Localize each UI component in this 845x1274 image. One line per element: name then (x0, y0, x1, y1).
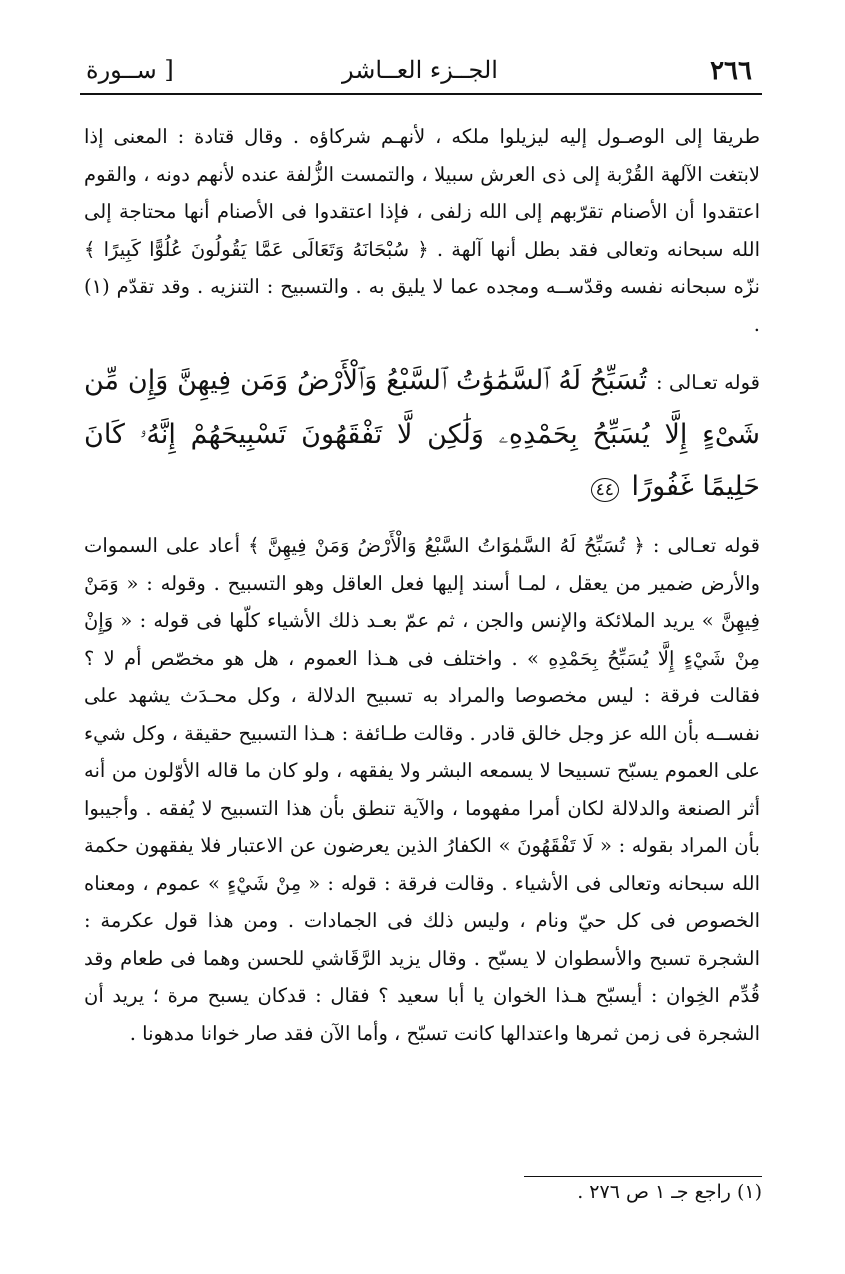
paragraph-2: قوله تعـالى : ﴿ تُسَبِّحُ لَهُ السَّمٰوَاتُ السَّبْعُ وَالْأَرْضُ وَمَنْ فِيهِنَّ ﴾ أعاد على السموات والأرض ضمير من يعقل ، لمـا أسند إليها فعل العاقل وهو التسبيح . وقوله : « وَمَنْ فِيهِنَّ » يريد الملائكة والإنس والجن ، ثم عمّ بعـد ذلك الأشياء كلّها فى قوله : « وَإِنْ مِنْ شَيْءٍ إِلَّا يُسَبِّحُ بِحَمْدِهِ » . واختلف فى هـذا العموم ، هل هو مخصّص أم لا ؟ فقالت فرقة : ليس مخصوصا والمراد به تسبيح الدلالة ، وكل محـدَث يشهد على نفســه بأن الله عز وجل خالق قادر . وقالت طـائفة : هـذا التسبيح حقيقة ، وكل شيء على العموم يسبّح تسبيحا لا يسمعه البشر ولا يفقهه ، ولو كان ما قاله الأوّلون من أنه أثر الصنعة والدلالة لكان أمرا مفهوما ، والآية تنطق بأن هذا التسبيح لا يُفقه . وأجيبوا بأن المراد بقوله : « لَا تَفْقَهُونَ » الكفارُ الذين يعرضون عن الاعتبار فلا يفقهون حكمة الله سبحانه وتعالى فى الأشياء . وقالت فرقة : قوله : « مِنْ شَيْءٍ » عموم ، ومعناه الخصوص فى كل حيّ ونام ، وليس ذلك فى الجمادات . ومن هذا قول عكرمة : الشجرة تسبح والأسطوان لا يسبّح . وقال يزيد الرَّقَاشي للحسن وهما فى طعام وقد قُدِّم الخِوان : أيسبّح هـذا الخوان يا أبا سعيد ؟ فقال : قدكان يسبح مرة ؛ يريد أن الشجرة فى زمن ثمرها واعتدالها كانت تسبّح ، وأما الآن فقد صار خوانا مدهونا . (84, 534, 760, 1045)
part-title: الجــزء العــاشر (342, 56, 498, 84)
quran-verse-block (84, 355, 760, 513)
footnote-rule (524, 1176, 762, 1177)
page-header (80, 52, 760, 92)
quran-verse: تُسَبِّحُ لَهُ ٱلسَّمَٰوَٰتُ ٱلسَّبْعُ وَٱلْأَرْضُ وَمَن فِيهِنَّ وَإِن مِّن شَىْءٍ إِلَّا يُسَبِّحُ بِحَمْدِهِۦ وَلَٰكِن لَّا تَفْقَهُونَ تَسْبِيحَهُمْ إِنَّهُۥ كَانَ حَلِيمًا غَفُورًا (84, 365, 760, 502)
footnote: (١) راجع جـ ١ ص ٢٧٦ . (577, 1181, 762, 1203)
ayah-number-marker: ٤٤ (591, 478, 619, 502)
header-rule (80, 93, 762, 95)
body-text (84, 118, 760, 1052)
paragraph-1: طريقا إلى الوصـول إليه ليزيلوا ملكه ، لأنهـم شركاؤه . وقال قتادة : المعنى إذا لابتغت الآلهة القُرْبة إلى ذى العرش سبيلا ، والتمست الزُّلفة عنده لأنهم دونه ، والقوم اعتقدوا أن الأصنام تقرّبهم إلى الله زلفى ، فإذا اعتقدوا فى الأصنام أنها محتاجة إلى الله سبحانه وتعالى فقد بطل أنها آلهة . ﴿ سُبْحَانَهُ وَتَعَالَى عَمَّا يَقُولُونَ عُلُوًّا كَبِيرًا ﴾ نزّه سبحانه نفسه وقدّســه ومجده عما لا يليق به . والتسبيح : التنزيه . وقد تقدّم (١) . (84, 125, 760, 336)
verse-intro: قوله تعـالى : (655, 371, 760, 394)
surah-label: [ ســورة (86, 56, 174, 84)
page-number: ٢٦٦ (710, 56, 752, 86)
